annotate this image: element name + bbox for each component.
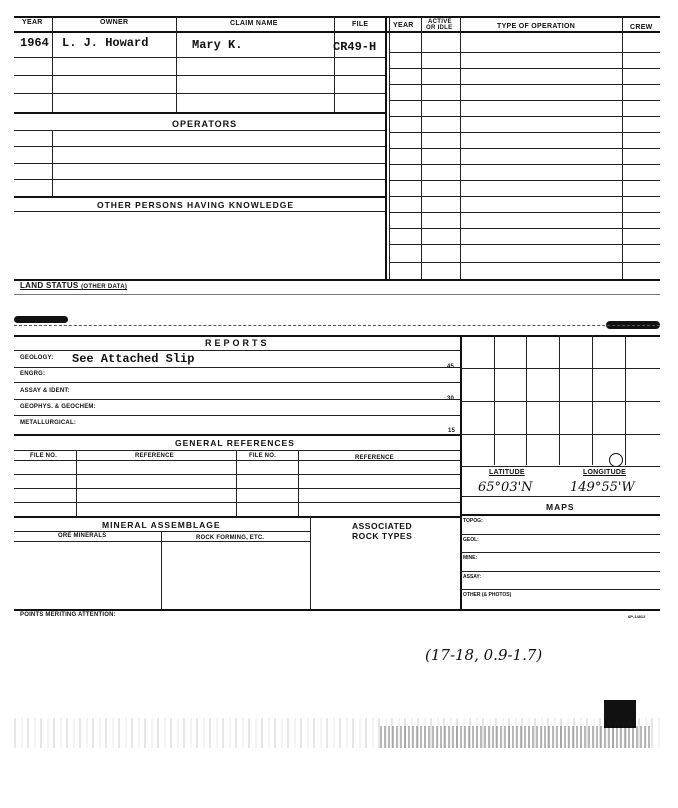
right-row-line bbox=[389, 68, 660, 69]
land-status-line bbox=[14, 294, 660, 295]
row-line bbox=[14, 75, 385, 76]
right-row-line bbox=[389, 262, 660, 263]
maps-title: MAPS bbox=[546, 502, 575, 512]
other-persons-top-line bbox=[14, 196, 385, 198]
row-line bbox=[14, 163, 385, 164]
land-status-dashed-line bbox=[14, 325, 660, 326]
right-row-line bbox=[389, 100, 660, 101]
entry-file: CR49-H bbox=[333, 40, 377, 54]
land-status-sub: (OTHER DATA) bbox=[81, 284, 128, 290]
col-owner-divider bbox=[176, 16, 177, 112]
top-border bbox=[14, 16, 660, 18]
right-block-divider bbox=[385, 16, 387, 280]
grid-vline bbox=[592, 335, 593, 465]
right-row-line bbox=[389, 244, 660, 245]
mineral-col-divider bbox=[161, 531, 162, 611]
mineral-assemblage-title: MINERAL ASSEMBLAGE bbox=[102, 520, 221, 530]
rock-types-title: ROCK TYPES bbox=[352, 531, 413, 541]
other-persons-title: OTHER PERSONS HAVING KNOWLEDGE bbox=[97, 200, 295, 210]
map-row-line bbox=[460, 552, 660, 553]
grid-vline bbox=[494, 335, 495, 465]
latitude-label: LATITUDE bbox=[489, 469, 525, 476]
file-header: FILE bbox=[352, 21, 369, 28]
scale-30: 30 bbox=[447, 396, 455, 402]
map-row-line bbox=[460, 589, 660, 590]
map-mine-label: MINE: bbox=[463, 555, 478, 561]
gen-ref-row-line bbox=[14, 488, 460, 489]
right-row-line bbox=[389, 196, 660, 197]
assay-label: ASSAY & IDENT: bbox=[20, 388, 70, 394]
general-references-title: GENERAL REFERENCES bbox=[175, 438, 295, 448]
map-other-label: OTHER (& PHOTOS) bbox=[463, 592, 512, 598]
report-row-line bbox=[14, 367, 460, 368]
claim-name-header: CLAIM NAME bbox=[230, 20, 278, 27]
crew-header: CREW bbox=[630, 24, 653, 31]
grid-vline bbox=[526, 335, 527, 465]
longitude-label: LONGITUDE bbox=[583, 469, 627, 476]
gen-ref-bottom-line bbox=[14, 516, 460, 518]
scan-noise-dark bbox=[380, 726, 650, 748]
gen-ref-header-top bbox=[14, 450, 460, 451]
right-row-line bbox=[389, 212, 660, 213]
row-line bbox=[14, 146, 385, 147]
mineral-header-line bbox=[14, 531, 310, 532]
active-header: ACTIVE bbox=[428, 19, 452, 25]
col-claim-divider bbox=[334, 16, 335, 112]
right-row-line bbox=[389, 148, 660, 149]
row-line bbox=[14, 211, 385, 212]
row-line bbox=[14, 179, 385, 180]
scan-smudge-left bbox=[14, 316, 68, 323]
associated-title: ASSOCIATED bbox=[352, 521, 413, 531]
gen-ref-row-line bbox=[14, 474, 460, 475]
mineral-subheader-line bbox=[14, 541, 310, 542]
report-row-line bbox=[14, 399, 460, 400]
operators-title: OPERATORS bbox=[172, 119, 238, 129]
geology-value: See Attached Slip bbox=[72, 352, 195, 366]
land-status-title bbox=[20, 281, 127, 290]
reports-top-line bbox=[14, 335, 660, 337]
map-assay-label: ASSAY: bbox=[463, 574, 482, 580]
reports-title: REPORTS bbox=[205, 338, 270, 348]
col-year-divider bbox=[52, 16, 53, 112]
row-line bbox=[14, 130, 385, 131]
type-of-operation-header: TYPE OF OPERATION bbox=[497, 23, 576, 30]
reference-header-1: REFERENCE bbox=[135, 453, 174, 459]
right-row-line bbox=[389, 84, 660, 85]
grid-vline bbox=[625, 335, 626, 465]
lat-lon-underline bbox=[462, 496, 660, 497]
map-row-line bbox=[460, 571, 660, 572]
form-code: 6P-14812 bbox=[628, 614, 646, 619]
gen-ref-row-line bbox=[14, 502, 460, 503]
right-row-line bbox=[389, 164, 660, 165]
rock-forming-header: ROCK FORMING, ETC. bbox=[196, 535, 265, 541]
report-row-line bbox=[14, 415, 460, 416]
maps-header-line bbox=[460, 514, 660, 516]
points-meriting-attention-label: POINTS MERITING ATTENTION: bbox=[20, 612, 116, 618]
operators-top-line bbox=[14, 112, 385, 114]
year2-header: YEAR bbox=[393, 22, 414, 29]
entry-owner: L. J. Howard bbox=[62, 36, 149, 50]
reference-header-2: REFERENCE bbox=[355, 455, 394, 461]
gen-ref-row-line bbox=[14, 460, 460, 461]
row-line bbox=[14, 57, 385, 58]
grid-hline bbox=[460, 368, 660, 369]
form-bottom-line bbox=[14, 609, 660, 611]
geophys-label: GEOPHYS. & GEOCHEM: bbox=[20, 404, 96, 410]
reports-header-line bbox=[14, 350, 460, 351]
year-header: YEAR bbox=[22, 19, 43, 26]
idle-header: OR IDLE bbox=[426, 25, 453, 31]
row-line bbox=[14, 93, 385, 94]
right-row-line bbox=[389, 228, 660, 229]
metallurgical-label: METALLURGICAL: bbox=[20, 420, 77, 426]
right-row-line bbox=[389, 52, 660, 53]
grid-hline bbox=[460, 434, 660, 435]
entry-year: 1964 bbox=[20, 36, 49, 50]
file-no-header-1: FILE NO. bbox=[30, 453, 57, 459]
engrg-label: ENGRG: bbox=[20, 371, 46, 377]
grid-bottom-line bbox=[460, 466, 660, 467]
right-row-line bbox=[389, 180, 660, 181]
owner-header: OWNER bbox=[100, 19, 129, 26]
right-row-line bbox=[389, 132, 660, 133]
geology-label: GEOLOGY: bbox=[20, 355, 54, 361]
scale-15: 15 bbox=[448, 428, 456, 434]
map-topog-label: TOPOG: bbox=[463, 518, 483, 524]
latitude-value: 65°03'N bbox=[478, 480, 533, 495]
header-bottom-border bbox=[14, 31, 660, 33]
grid-vline bbox=[559, 335, 560, 465]
reports-right-divider bbox=[460, 335, 462, 611]
map-geol-label: GEOL: bbox=[463, 537, 479, 543]
handwritten-note: (17-18, 0.9-1.7) bbox=[425, 646, 543, 664]
ore-minerals-header: ORE MINERALS bbox=[58, 533, 107, 539]
land-status-label: LAND STATUS bbox=[20, 281, 79, 290]
grid-hline bbox=[460, 401, 660, 402]
reports-bottom-line bbox=[14, 434, 460, 436]
map-row-line bbox=[460, 534, 660, 535]
file-no-header-2: FILE NO. bbox=[249, 453, 276, 459]
entry-claim-name: Mary K. bbox=[192, 38, 243, 52]
longitude-value: 149°55'W bbox=[570, 480, 635, 495]
report-row-line bbox=[14, 382, 460, 383]
scale-45: 45 bbox=[447, 364, 455, 370]
right-row-line bbox=[389, 116, 660, 117]
location-circle-mark bbox=[609, 453, 623, 467]
mineral-right-divider bbox=[310, 516, 311, 611]
